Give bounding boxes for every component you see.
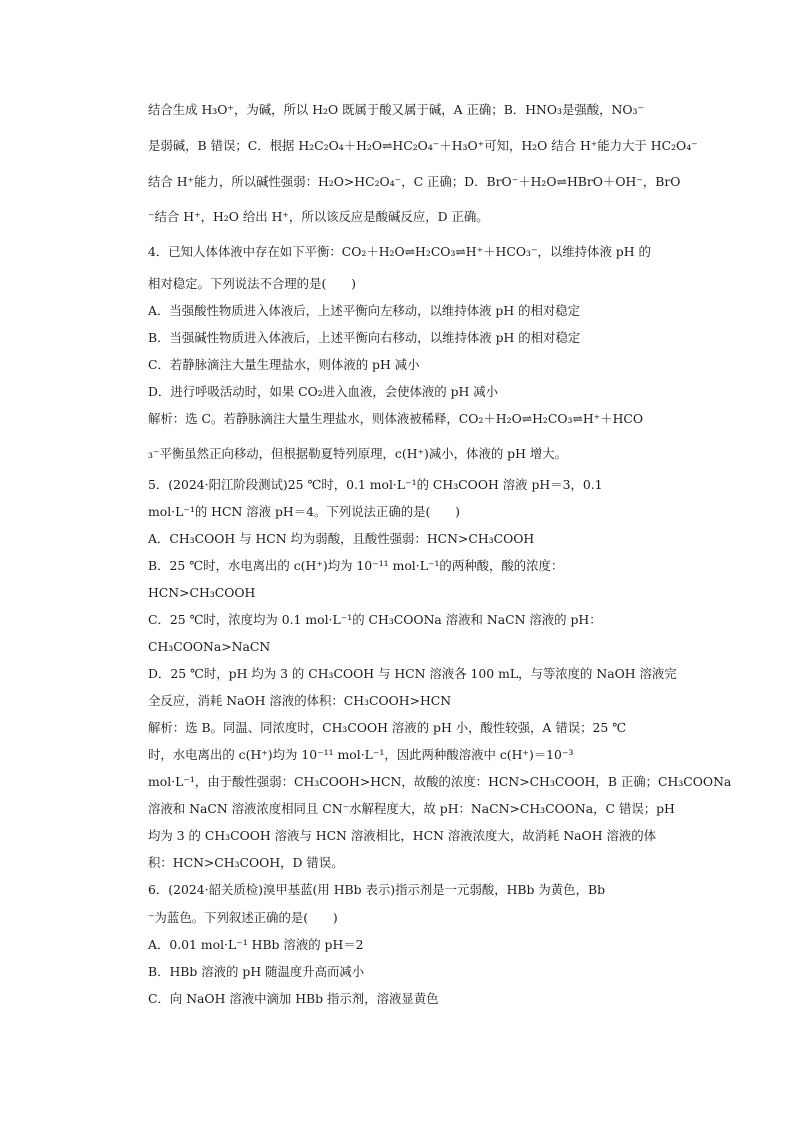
text-line: 结合生成 H₃O⁺，为碱，所以 H₂O 既属于酸又属于碱，A 正确；B．HNO₃是强酸，NO₃⁻ — [148, 102, 645, 117]
text-line: ⁻结合 H⁺，H₂O 给出 H⁺，所以该反应是酸碱反应，D 正确。 — [148, 209, 489, 224]
question-5-analysis: 解析：选 B。同温、同浓度时，CH₃COOH 溶液的 pH 小，酸性较强，A 错误；25 ℃ — [148, 720, 627, 735]
question-5-analysis: 溶液和 NaCN 溶液浓度相同且 CN⁻水解程度大，故 pH：NaCN>CH₃COONa，C 错误；pH — [148, 801, 675, 816]
question-5-stem: 5．(2024·阳江阶段测试)25 ℃时，0.1 mol·L⁻¹的 CH₃COOH 溶液 pH＝3，0.1 — [148, 477, 603, 492]
question-5-option-d: 全反应，消耗 NaOH 溶液的体积：CH₃COOH>HCN — [148, 693, 452, 708]
question-6-option-c: C．向 NaOH 溶液中滴加 HBb 指示剂，溶液显黄色 — [148, 991, 439, 1006]
question-4-stem: 4．已知人体体液中存在如下平衡：CO₂＋H₂O⇌H₂CO₃⇌H⁺＋HCO₃⁻，以维持体液 pH 的 — [148, 244, 651, 259]
question-5-analysis: 均为 3 的 CH₃COOH 溶液与 HCN 溶液相比，HCN 溶液浓度大，故消耗 NaOH 溶液的体 — [148, 828, 657, 843]
question-4-option-c: C．若静脉滴注大量生理盐水，则体液的 pH 减小 — [148, 357, 420, 372]
question-6-option-a: A．0.01 mol·L⁻¹ HBb 溶液的 pH＝2 — [148, 937, 364, 952]
question-5-stem: mol·L⁻¹的 HCN 溶液 pH＝4。下列说法正确的是( ) — [148, 504, 460, 519]
question-4-stem: 相对稳定。下列说法不合理的是( ) — [148, 276, 356, 291]
question-4-analysis: ₃⁻平衡虽然正向移动，但根据勒夏特列原理，c(H⁺)减小，体液的 pH 增大。 — [148, 446, 568, 461]
question-4-option-d: D．进行呼吸活动时，如果 CO₂进入血液，会使体液的 pH 减小 — [148, 384, 499, 399]
question-5-option-a: A．CH₃COOH 与 HCN 均为弱酸，且酸性强弱：HCN>CH₃COOH — [148, 531, 535, 546]
question-5-option-b: B．25 ℃时，水电离出的 c(H⁺)均为 10⁻¹¹ mol·L⁻¹的两种酸，酸的浓度： — [148, 558, 564, 573]
text-line: 是弱碱，B 错误；C．根据 H₂C₂O₄＋H₂O⇌HC₂O₄⁻＋H₃O⁺可知，H₂O 结合 H⁺能力大于 HC₂O₄⁻ — [148, 138, 698, 153]
text-line: 结合 H⁺能力，所以碱性强弱：H₂O>HC₂O₄⁻，C 正确；D．BrO⁻＋H₂O⇌HBrO＋OH⁻，BrO — [148, 174, 681, 189]
question-5-option-c: CH₃COONa>NaCN — [148, 639, 271, 654]
question-4-analysis: 解析：选 C。若静脉滴注大量生理盐水，则体液被稀释，CO₂＋H₂O⇌H₂CO₃⇌H⁺＋HCO — [148, 411, 644, 426]
question-6-stem: ⁻为蓝色。下列叙述正确的是( ) — [148, 910, 338, 925]
question-5-option-c: C．25 ℃时，浓度均为 0.1 mol·L⁻¹的 CH₃COONa 溶液和 NaCN 溶液的 pH： — [148, 612, 602, 627]
question-5-analysis: mol·L⁻¹，由于酸性强弱：CH₃COOH>HCN，故酸的浓度：HCN>CH₃COOH，B 正确；CH₃COONa — [148, 774, 732, 789]
question-5-analysis: 时，水电离出的 c(H⁺)均为 10⁻¹¹ mol·L⁻¹，因此两种酸溶液中 c(H⁺)＝10⁻³ — [148, 747, 574, 762]
question-6-stem: 6．(2024·韶关质检)溴甲基蓝(用 HBb 表示)指示剂是一元弱酸，HBb 为黄色，Bb — [148, 882, 605, 897]
question-4-option-b: B．当强碱性物质进入体液后，上述平衡向右移动，以维持体液 pH 的相对稳定 — [148, 330, 581, 345]
question-5-option-d: D．25 ℃时，pH 均为 3 的 CH₃COOH 与 HCN 溶液各 100 mL，与等浓度的 NaOH 溶液完 — [148, 666, 677, 681]
question-5-analysis: 积：HCN>CH₃COOH，D 错误。 — [148, 855, 344, 870]
question-6-option-b: B．HBb 溶液的 pH 随温度升高而减小 — [148, 964, 365, 979]
question-4-option-a: A．当强酸性物质进入体液后，上述平衡向左移动，以维持体液 pH 的相对稳定 — [148, 303, 581, 318]
question-5-option-b: HCN>CH₃COOH — [148, 585, 256, 600]
